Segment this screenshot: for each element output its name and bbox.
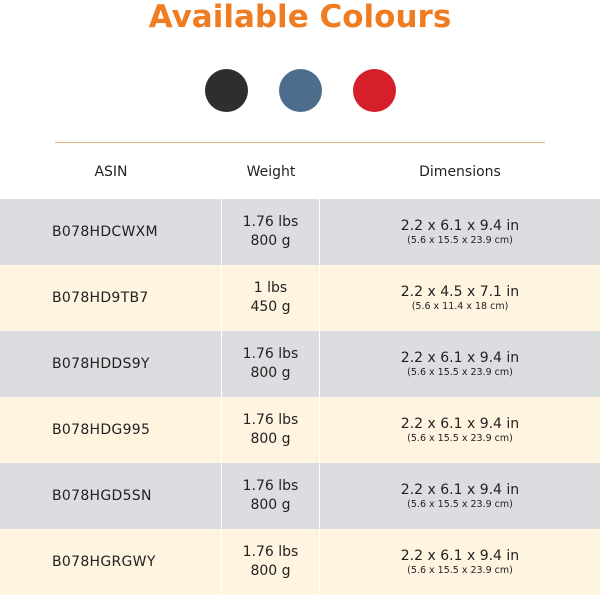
table-row (0, 529, 600, 595)
dimensions-cm: (5.6 x 15.5 x 23.9 cm) (407, 234, 513, 246)
table-row (0, 265, 600, 331)
dimensions-cell (320, 331, 600, 397)
weight-cell (222, 463, 320, 529)
table-row (0, 463, 600, 529)
color-swatches (0, 69, 600, 113)
asin-cell: B078HD9TB7 (0, 265, 222, 331)
dimensions-in: 2.2 x 4.5 x 7.1 in (400, 283, 520, 300)
dimensions-cm: (5.6 x 15.5 x 23.9 cm) (407, 564, 513, 576)
color-swatch-black[interactable] (205, 69, 248, 112)
table-row (0, 397, 600, 463)
dimensions-cell (320, 265, 600, 331)
color-swatch-blue[interactable] (279, 69, 322, 112)
weight-lbs: 1.76 lbs (242, 214, 299, 230)
product-table (0, 145, 600, 595)
weight-cell (222, 529, 320, 595)
asin-cell: B078HDCWXM (0, 199, 222, 265)
dimensions-cm: (5.6 x 15.5 x 23.9 cm) (407, 432, 513, 444)
dimensions-cell (320, 529, 600, 595)
dimensions-in: 2.2 x 6.1 x 9.4 in (400, 349, 520, 366)
table-header-row (0, 145, 600, 199)
dimensions-cm: (5.6 x 15.5 x 23.9 cm) (407, 366, 513, 378)
page-title: Available Colours (148, 0, 452, 35)
divider (55, 142, 545, 143)
dimensions-in: 2.2 x 6.1 x 9.4 in (400, 415, 520, 432)
weight-g: 800 g (250, 497, 291, 513)
asin-cell: B078HDDS9Y (0, 331, 222, 397)
dimensions-in: 2.2 x 6.1 x 9.4 in (400, 481, 520, 498)
asin-cell: B078HDG995 (0, 397, 222, 463)
weight-cell (222, 331, 320, 397)
dimensions-cell (320, 199, 600, 265)
header-weight: Weight (246, 164, 296, 180)
weight-lbs: 1.76 lbs (242, 478, 299, 494)
dimensions-in: 2.2 x 6.1 x 9.4 in (400, 547, 520, 564)
dimensions-in: 2.2 x 6.1 x 9.4 in (400, 217, 520, 234)
weight-g: 800 g (250, 365, 291, 381)
weight-cell (222, 397, 320, 463)
header-dimensions: Dimensions (419, 164, 501, 180)
color-swatch-red[interactable] (353, 69, 396, 112)
dimensions-cell (320, 397, 600, 463)
weight-cell (222, 199, 320, 265)
weight-cell (222, 265, 320, 331)
weight-lbs: 1.76 lbs (242, 412, 299, 428)
weight-lbs: 1.76 lbs (242, 346, 299, 362)
asin-cell: B078HGRGWY (0, 529, 222, 595)
weight-lbs: 1.76 lbs (242, 544, 299, 560)
table-row (0, 331, 600, 397)
dimensions-cm: (5.6 x 11.4 x 18 cm) (411, 300, 509, 312)
dimensions-cell (320, 463, 600, 529)
dimensions-cm: (5.6 x 15.5 x 23.9 cm) (407, 498, 513, 510)
header-asin: ASIN (94, 164, 128, 180)
weight-g: 800 g (250, 431, 291, 447)
weight-g: 450 g (250, 299, 291, 315)
weight-g: 800 g (250, 233, 291, 249)
weight-lbs: 1 lbs (253, 280, 288, 296)
weight-g: 800 g (250, 563, 291, 579)
table-row (0, 199, 600, 265)
asin-cell: B078HGD5SN (0, 463, 222, 529)
